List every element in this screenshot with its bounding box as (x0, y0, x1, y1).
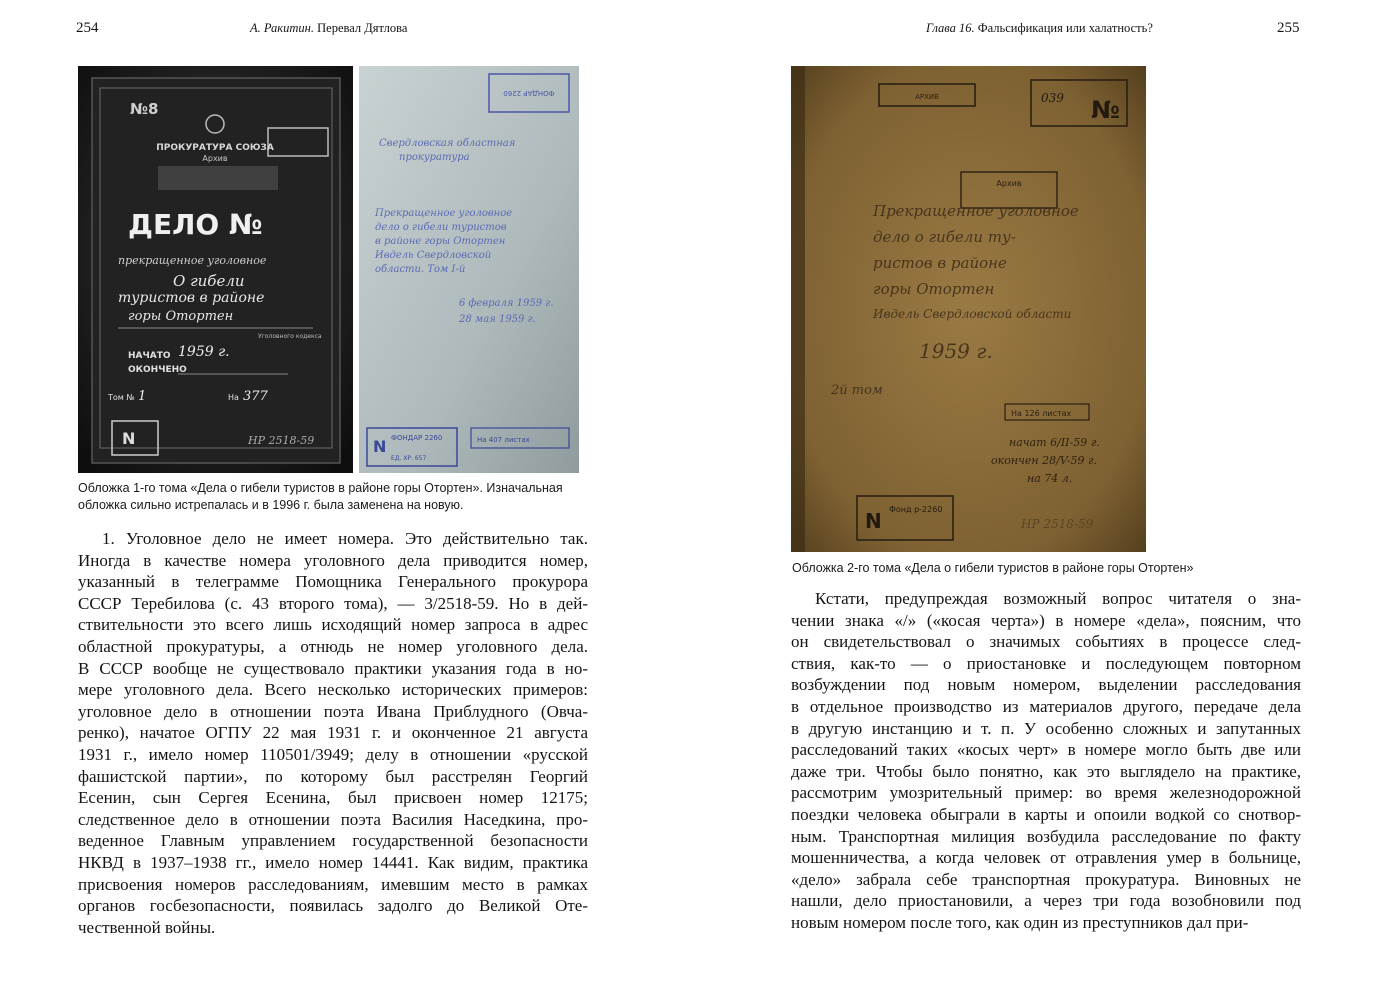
svg-text:1959 г.: 1959 г. (178, 344, 230, 360)
photo-cover-volume1-replacement (359, 66, 579, 473)
svg-text:АРХИВ: АРХИВ (915, 93, 939, 101)
svg-text:N: N (122, 429, 136, 448)
svg-text:377: 377 (243, 389, 268, 404)
text-line: он свидетельствовал о значимых событиях в процессе след- (791, 632, 1301, 652)
svg-text:окончен 28/V-59 г.: окончен 28/V-59 г. (991, 454, 1098, 467)
text-line: Есенин, сын Сергея Есенина, был присвоен номер 12175; (78, 788, 588, 808)
text-line: в отдельное производство из материалов другого, передаче дела (791, 696, 1301, 716)
svg-text:039: 039 (1041, 91, 1064, 105)
svg-text:Ивдель Свердловской области: Ивдель Свердловской области (873, 307, 1072, 321)
svg-text:начат 6/II-59 г.: начат 6/II-59 г. (1009, 436, 1100, 449)
page-number-right: 255 (1277, 20, 1300, 36)
svg-text:ФОНДАР 2260: ФОНДАР 2260 (391, 434, 443, 442)
text-line: расследований таких «косых черт» в номере могло быть две или (791, 740, 1301, 760)
svg-text:№: № (1091, 96, 1120, 124)
svg-text:НР 2518-59: НР 2518-59 (1021, 517, 1094, 531)
text-line: ным. Транспортная милиция возбудила расследование по факту (791, 826, 1301, 846)
photo-cover-volume2 (791, 66, 1146, 552)
svg-text:прекращенное уголовное: прекращенное уголовное (118, 254, 267, 267)
text-line: Кстати, предупреждая возможный вопрос читателя о зна- (815, 589, 1301, 608)
text-line: поездки человека обыграли в карты и опоили водкой со снотвор- (791, 804, 1301, 824)
svg-text:НАЧАТО: НАЧАТО (128, 351, 171, 361)
text-line: ствительности это всего лишь исходящий номер запроса в адрес (78, 615, 588, 635)
svg-text:На 126 листах: На 126 листах (1011, 409, 1072, 418)
svg-text:ФОНДАР 2260: ФОНДАР 2260 (503, 89, 555, 97)
svg-text:Прекращенное уголовное: Прекращенное уголовное (375, 208, 513, 219)
photo-cover-volume1-original (78, 66, 353, 473)
cover1-title: ДЕЛО № (128, 208, 263, 241)
text-line: фашистской партии», по которому был расстрелян Георгий (78, 766, 588, 786)
text-line: нашли, дело приостановили, а через три года возобновили под (791, 891, 1301, 911)
text-line: мере уголовного дела. Всего несколько исторических примеров: (78, 680, 588, 700)
svg-text:ристов в районе: ристов в районе (873, 254, 1007, 272)
text-line: мошенничества, а когда человек от отравления умер в больнице, (791, 848, 1301, 868)
text-line: чественной войны. (78, 917, 216, 937)
figure-caption-right: Обложка 2-го тома «Дела о гибели туристов в районе горы Отортен» (792, 561, 1194, 575)
text-line: «дело» забрала себе транспортная прокуратура. Виновных не (791, 869, 1301, 889)
text-line: чении знака «/» («косая черта») в номере «дела», поясним, что (791, 610, 1301, 630)
svg-text:N: N (865, 509, 882, 533)
right-page (698, 0, 1396, 1000)
svg-text:1959 г.: 1959 г. (919, 339, 993, 363)
svg-text:На 407 листах: На 407 листах (477, 436, 530, 444)
svg-text:ПРОКУРАТУРА СОЮЗА: ПРОКУРАТУРА СОЮЗА (156, 143, 274, 153)
svg-text:ОКОНЧЕНО: ОКОНЧЕНО (128, 365, 187, 375)
svg-text:ЕД. ХР. 657: ЕД. ХР. 657 (391, 455, 427, 462)
svg-text:О гибели: О гибели (173, 272, 245, 290)
text-line: НКВД в 1937–1938 гг., имело номер 14441. Как видим, практика (78, 852, 588, 872)
svg-text:дело о гибели туристов: дело о гибели туристов (375, 222, 507, 233)
text-line: органов госбезопасности, появилась задолго до Великой Оте- (78, 896, 588, 916)
text-line: следственное дело в отношении поэта Василия Наседкина, про- (78, 809, 588, 829)
svg-text:Прекращенное уголовное: Прекращенное уголовное (873, 202, 1079, 220)
cover-volume2-image (791, 66, 1146, 552)
cover1-stamp-number: №8 (130, 100, 159, 118)
text-line: СССР Теребилова (с. 43 второго тома), — 3/2518-59. Но в дей- (78, 593, 588, 613)
svg-text:6 февраля 1959 г.: 6 февраля 1959 г. (459, 298, 554, 309)
text-line: даже три. Чтобы было понятно, как это выглядело на практике, (791, 761, 1301, 781)
text-line: В СССР вообще не существовало практики указания года в но- (78, 658, 588, 678)
text-line: 1931 г., имело номер 110501/3949; делу в отношении «русской (78, 744, 588, 764)
cover-volume1-original-image (78, 66, 353, 473)
svg-text:Архив: Архив (202, 154, 228, 163)
svg-text:прокуратура: прокуратура (399, 152, 470, 163)
svg-text:Том №: Том № (108, 393, 135, 402)
running-header-right (926, 21, 1153, 36)
svg-text:На: На (228, 393, 239, 402)
text-line: ренко), начатое ОГПУ 22 мая 1931 г. и оконченное 21 августа (78, 723, 588, 743)
text-line: веденное Главным управлением государственной безопасности (78, 831, 588, 851)
svg-text:в районе горы Отортен: в районе горы Отортен (375, 236, 506, 247)
svg-text:Фонд р-2260: Фонд р-2260 (889, 505, 943, 514)
text-line: возбуждении под новым номером, выделении расследования (791, 675, 1301, 695)
header-chapter-title: Фальсификация или халатность? (977, 21, 1153, 35)
svg-text:Архив: Архив (996, 179, 1022, 188)
text-line: Иногда в качестве номера уголовного дела приводится номер, (78, 550, 588, 570)
svg-text:2й том: 2й том (831, 383, 883, 398)
text-line: указанный в телеграмме Помощника Генерального прокурора (78, 572, 588, 592)
text-line: 1. Уголовное дело не имеет номера. Это действительно так. (102, 529, 588, 548)
svg-text:N: N (373, 437, 387, 456)
cover-volume1-replacement-image (359, 66, 579, 473)
svg-text:НР 2518-59: НР 2518-59 (248, 434, 315, 447)
header-author: А. Ракитин. (250, 21, 314, 35)
text-line: ствия, как-то — о приостановке и последующем повторном (791, 653, 1301, 673)
svg-text:Уголовного кодекса: Уголовного кодекса (258, 333, 322, 340)
svg-text:области. Том I-й: области. Том I-й (375, 264, 466, 275)
svg-text:горы Отортен: горы Отортен (128, 309, 234, 324)
text-line: уголовное дело в отношении поэта Ивана Приблудного (Овча- (78, 701, 588, 721)
figure-caption-left: Обложка 1-го тома «Дела о гибели туристов в районе горы Отортен». Изначальная обложка сильно истрепалась и в 1996 г. была заменена на новую. (78, 481, 563, 512)
svg-text:28 мая 1959 г.: 28 мая 1959 г. (459, 314, 536, 325)
header-book-title: Перевал Дятлова (317, 21, 408, 35)
running-header-left (250, 21, 407, 36)
svg-text:Свердловская областная: Свердловская областная (379, 138, 516, 149)
text-line: рассмотрим умозрительный пример: во время железнодорожной (791, 783, 1301, 803)
text-line: новым номером после того, как один из преступников дал при- (791, 912, 1249, 932)
svg-text:Ивдель Свердловской: Ивдель Свердловской (375, 250, 492, 261)
svg-text:1: 1 (138, 389, 147, 404)
svg-text:на 74 л.: на 74 л. (1027, 472, 1073, 485)
page-number-left: 254 (76, 20, 99, 36)
body-text-right (791, 588, 1301, 934)
svg-text:горы Отортен: горы Отортен (873, 280, 995, 298)
header-chapter: Глава 16. (926, 21, 975, 35)
text-line: областной прокуратуры, а отнюдь не номер уголовного дела. (78, 636, 588, 656)
body-text-left (78, 528, 588, 938)
svg-text:дело о гибели ту-: дело о гибели ту- (873, 228, 1016, 246)
text-line: в другую инстанцию и т. п. У особенно сложных и запутанных (791, 718, 1301, 738)
svg-text:туристов в районе: туристов в районе (118, 290, 265, 306)
text-line: присвоения номеров расследованиям, имевшим место в рамках (78, 874, 588, 894)
